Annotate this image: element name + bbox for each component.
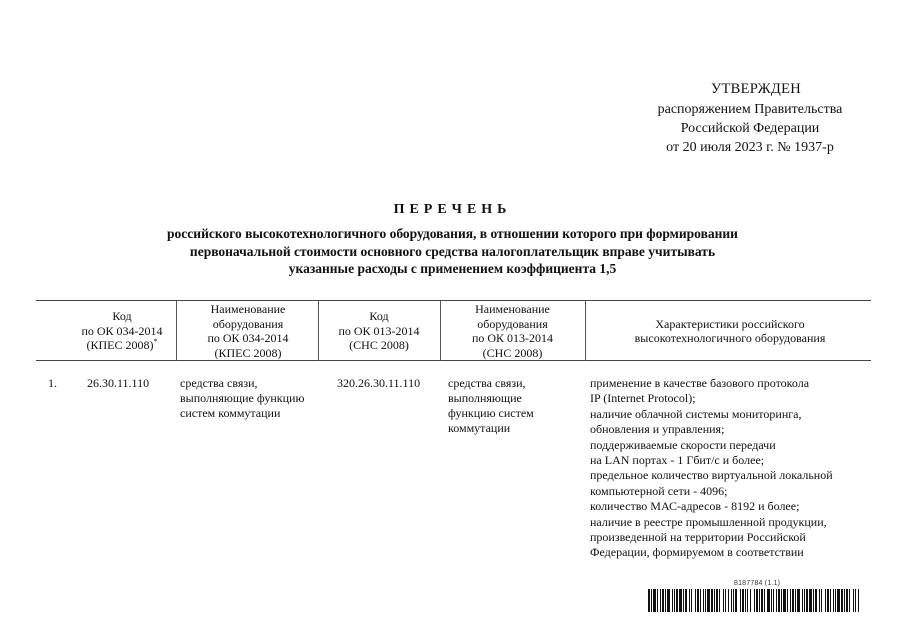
barcode-bar bbox=[792, 589, 794, 612]
barcode-bar bbox=[761, 589, 763, 612]
barcode-bar bbox=[809, 589, 812, 612]
barcode-bar bbox=[667, 589, 670, 612]
column-divider bbox=[318, 300, 319, 361]
barcode-bar bbox=[756, 589, 758, 612]
barcode-bar bbox=[705, 589, 706, 612]
barcode-image bbox=[648, 589, 860, 612]
barcode-bar bbox=[723, 589, 724, 612]
barcode-bar bbox=[689, 589, 690, 612]
barcode-bar bbox=[764, 589, 765, 612]
row-number: 1. bbox=[48, 376, 57, 390]
barcode-bar bbox=[700, 589, 701, 612]
row-name-kpes: средства связи, выполняющие функцию систем коммутации bbox=[180, 376, 305, 420]
barcode-bar bbox=[844, 589, 845, 612]
barcode-bar bbox=[697, 589, 699, 612]
barcode-bar bbox=[714, 589, 715, 612]
row-code-sns: 320.26.30.11.110 bbox=[337, 376, 421, 390]
barcode-bar bbox=[735, 589, 737, 612]
barcode-bar bbox=[742, 589, 744, 612]
barcode-bar bbox=[795, 589, 796, 612]
barcode-bar bbox=[750, 589, 751, 612]
approval-block bbox=[615, 80, 885, 157]
barcode-bar bbox=[806, 589, 808, 612]
barcode-bar bbox=[683, 589, 684, 612]
column-divider bbox=[440, 300, 441, 361]
barcode-bar bbox=[740, 589, 741, 612]
subtitle-line: первоначальной стоимости основного средства налогоплательщик вправе учитывать bbox=[189, 243, 716, 259]
footnote-marker: * bbox=[153, 337, 158, 347]
barcode-bar bbox=[819, 589, 820, 612]
barcode-bar bbox=[703, 589, 704, 612]
barcode-bar bbox=[672, 589, 673, 612]
barcode-bar bbox=[837, 589, 840, 612]
barcode-bar bbox=[846, 589, 848, 612]
barcode-bar bbox=[685, 589, 687, 612]
barcode-bar bbox=[716, 589, 718, 612]
barcode-bar bbox=[660, 589, 661, 612]
barcode-bar bbox=[679, 589, 682, 612]
table-top-rule bbox=[36, 300, 871, 301]
barcode-bar bbox=[707, 589, 710, 612]
barcode-bar bbox=[849, 589, 850, 612]
barcode-bar bbox=[767, 589, 770, 612]
barcode-bar bbox=[776, 589, 777, 612]
header-code-sns: Код по ОК 013-2014 (СНС 2008) bbox=[338, 309, 420, 353]
barcode-bar bbox=[833, 589, 834, 612]
header-code-kpes: Код по ОК 034-2014 (КПЕС 2008)* bbox=[81, 309, 163, 353]
barcode-bar bbox=[731, 589, 732, 612]
barcode-bar bbox=[804, 589, 805, 612]
barcode-bar bbox=[853, 589, 854, 612]
barcode-bar bbox=[771, 589, 772, 612]
document-title: ПЕРЕЧЕНЬ bbox=[393, 202, 512, 217]
barcode-bar bbox=[773, 589, 774, 612]
barcode-bar bbox=[813, 589, 814, 612]
barcode-bar bbox=[815, 589, 817, 612]
header-name-sns: Наименование оборудования по ОК 013-2014 (СНС 2008) bbox=[471, 302, 554, 360]
approval-line-3: от 20 июля 2023 г. № 1937-р bbox=[666, 140, 834, 155]
barcode-bar bbox=[674, 589, 675, 612]
subtitle-line: российского высокотехнологичного оборудования, в отношении которого при формировании bbox=[167, 226, 738, 241]
approval-line-1: распоряжением Правительства bbox=[657, 102, 843, 117]
barcode-number: 8187784 (1.1) bbox=[734, 580, 781, 587]
barcode-bar bbox=[835, 589, 836, 612]
column-divider bbox=[176, 300, 177, 361]
approval-title: УТВЕРЖДЕН bbox=[710, 81, 802, 97]
table-header-rule bbox=[36, 360, 871, 361]
barcode-bar bbox=[783, 589, 786, 612]
barcode-bar bbox=[657, 589, 658, 612]
barcode-bar bbox=[841, 589, 843, 612]
barcode-bar bbox=[695, 589, 696, 612]
barcode-bar bbox=[855, 589, 856, 612]
barcode-bar bbox=[797, 589, 800, 612]
barcode-bar bbox=[733, 589, 734, 612]
barcode-bar bbox=[648, 589, 650, 612]
barcode-bar bbox=[802, 589, 803, 612]
row-code-kpes: 26.30.11.110 bbox=[87, 376, 150, 390]
document-subtitle bbox=[100, 225, 805, 278]
barcode-bar bbox=[759, 589, 760, 612]
row-name-sns: средства связи, выполняющие функцию систем коммутации bbox=[448, 376, 534, 435]
barcode-bar bbox=[754, 589, 755, 612]
barcode-bar bbox=[787, 589, 788, 612]
barcode-bar bbox=[830, 589, 831, 612]
barcode-bar bbox=[790, 589, 791, 612]
barcode-bar bbox=[745, 589, 746, 612]
barcode-bar bbox=[676, 589, 678, 612]
approval-line-2: Российской Федерации bbox=[680, 121, 820, 136]
barcode-bar bbox=[821, 589, 822, 612]
barcode-bar bbox=[719, 589, 720, 612]
barcode-bar bbox=[825, 589, 826, 612]
column-divider bbox=[585, 300, 586, 361]
barcode-bar bbox=[728, 589, 729, 612]
header-name-kpes: Наименование оборудования по ОК 034-2014 (КПЕС 2008) bbox=[207, 302, 289, 360]
barcode-bar bbox=[747, 589, 748, 612]
barcode-bar bbox=[665, 589, 666, 612]
barcode-bar bbox=[651, 589, 652, 612]
barcode-bar bbox=[725, 589, 726, 612]
barcode-bar bbox=[662, 589, 664, 612]
barcode-bar bbox=[778, 589, 780, 612]
barcode-bar bbox=[711, 589, 713, 612]
row-characteristics: применение в качестве базового протокола IP (Internet Protocol); наличие облачной системы мониторинга, обновления и управления; поддерживаемые скорости передачи на LAN портах - 1 Гбит/с и более; предельное количество виртуальной локальной компьютерной сети - 4096; количество МАС-адресов - 8192 и более; наличие в реестре промышленной продукции, произведенной на территории Российской Федерации, формируемом в соответствии bbox=[590, 376, 833, 560]
barcode-bar bbox=[781, 589, 782, 612]
barcode-bar bbox=[858, 589, 859, 612]
barcode-bar bbox=[653, 589, 656, 612]
barcode-bar bbox=[827, 589, 829, 612]
header-characteristics: Характеристики российского высокотехнологичного оборудования bbox=[634, 316, 826, 345]
barcode-bar bbox=[691, 589, 692, 612]
subtitle-line: указанные расходы с применением коэффициента 1,5 bbox=[288, 261, 617, 276]
